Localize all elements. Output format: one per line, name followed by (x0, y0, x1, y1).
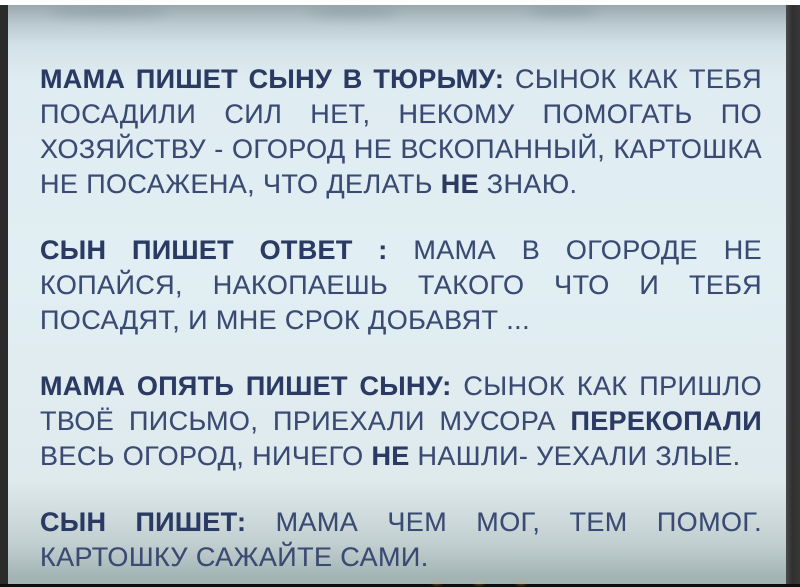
bottom-dot-decoration (474, 581, 484, 585)
left-border-bar (0, 5, 8, 587)
text-segment: ЗНАЮ. (478, 169, 578, 199)
bold-text-segment: НЕ (371, 441, 410, 471)
bold-text-segment: СЫН ПИШЕТ ОТВЕТ : (40, 235, 388, 265)
text-segment: НАШЛИ- УЕХАЛИ ЗЛЫЕ. (409, 441, 741, 471)
text-segment: МАМА ЧЕМ МОГ, ТЕМ ПОМОГ. КАРТОШКУ САЖАЙТЕ САМИ. (40, 507, 762, 572)
image-background (8, 5, 786, 584)
top-smudge-decoration (48, 8, 168, 17)
paragraph-1 (40, 62, 762, 202)
bold-text-segment: ПЕРЕКОПАЛИ (570, 406, 762, 436)
top-smudge-decoration (528, 8, 598, 16)
right-border-bar (786, 5, 800, 587)
bold-text-segment: НЕ (440, 169, 479, 199)
top-white-strip (0, 0, 800, 5)
paragraph-2 (40, 233, 762, 338)
joke-text (40, 62, 762, 575)
bold-text-segment: МАМА ОПЯТЬ ПИШЕТ СЫНУ: (40, 371, 452, 401)
text-segment: СЫНОК КАК ПРИШЛО ТВОЁ ПИСЬМО, ПРИЕХАЛИ МУСОРА (40, 371, 762, 436)
paragraph-4 (40, 505, 762, 575)
top-smudge-decoration (308, 9, 398, 17)
bold-text-segment: МАМА ПИШЕТ СЫНУ В ТЮРЬМУ: (40, 64, 505, 94)
paragraph-3 (40, 369, 762, 474)
bold-text-segment: СЫН ПИШЕТ: (40, 507, 247, 537)
bottom-dot-decoration (432, 581, 442, 585)
text-segment: МАМА В ОГОРОДЕ НЕ КОПАЙСЯ, НАКОПАЕШЬ ТАКОГО ЧТО И ТЕБЯ ПОСАДЯТ, И МНЕ СРОК ДОБАВЯТ ... (40, 235, 762, 335)
text-segment: СЫНОК КАК ТЕБЯ ПОСАДИЛИ СИЛ НЕТ, НЕКОМУ ПОМОГАТЬ ПО ХОЗЯЙСТВУ - ОГОРОД НЕ ВСКОПАННЫЙ, КАРТОШКА НЕ ПОСАЖЕНА, ЧТО ДЕЛАТЬ (40, 64, 762, 199)
text-segment: ВЕСЬ ОГОРОД, НИЧЕГО (40, 441, 372, 471)
bottom-dot-decoration (516, 581, 526, 585)
